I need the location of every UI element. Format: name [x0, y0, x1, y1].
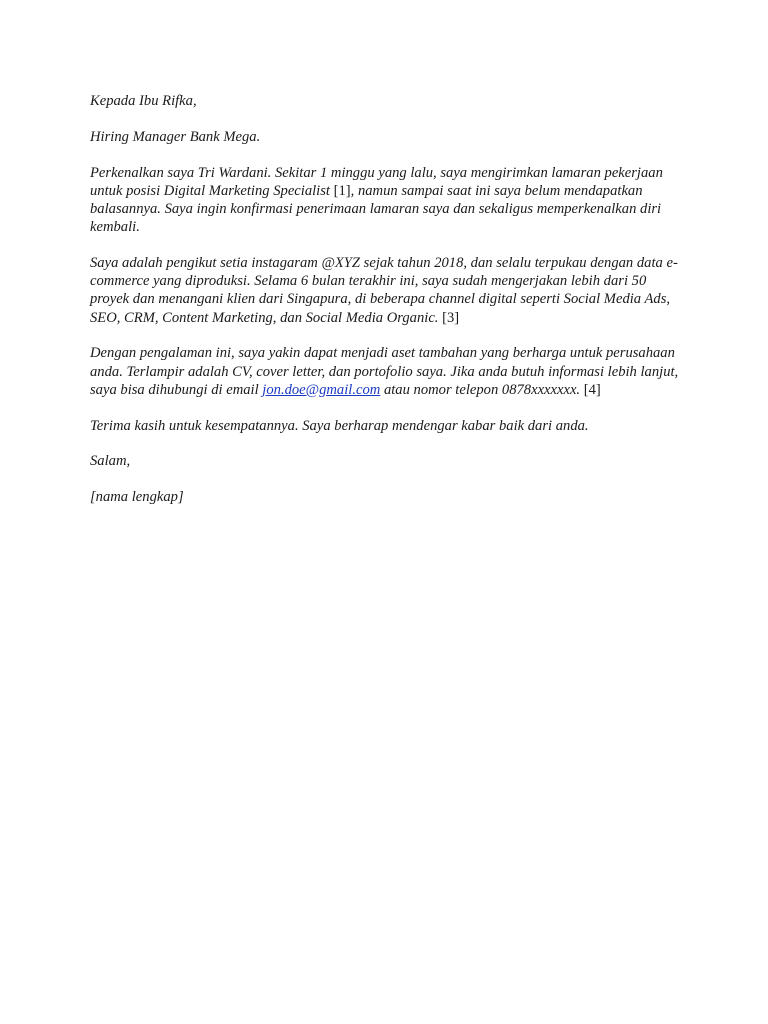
paragraph-introduction-text-b: , namun sampai saat ini saya belum mendapatkan balasannya. Saya ingin konfirmasi penerimaan lamaran saya dan sekaligus memperkenalkan diri kembali. — [90, 182, 662, 236]
recipient-line: Hiring Manager Bank Mega. — [90, 128, 261, 145]
email-link[interactable]: jon.doe@gmail.com — [262, 381, 381, 398]
reference-marker-1: [1] — [333, 182, 351, 199]
reference-marker-3: [3] — [442, 309, 460, 326]
paragraph-contact-text-b: atau nomor telepon 0878xxxxxxx. — [383, 381, 581, 398]
signoff: Salam, — [90, 453, 131, 470]
letter-body — [90, 92, 680, 524]
reference-marker-4: [4] — [583, 381, 601, 398]
paragraph-introduction-text-a: Perkenalkan saya Tri Wardani. Sekitar 1 minggu yang lalu, saya mengirimkan lamaran pekerjaan untuk posisi Digital Marketing Specialist — [90, 164, 663, 199]
closing-line: Terima kasih untuk kesempatannya. Saya berharap mendengar kabar baik dari anda. — [90, 417, 589, 434]
paragraph-contact-text-a: Dengan pengalaman ini, saya yakin dapat menjadi aset tambahan yang berharga untuk perusahaan anda. Terlampir adalah CV, cover letter, dan portofolio saya. Jika anda butuh informasi lebih lanjut, saya bisa dihubungi di email — [90, 345, 679, 398]
salutation: Kepada Ibu Rifka, — [90, 93, 197, 109]
paragraph-contact — [90, 344, 680, 399]
name-placeholder: [nama lengkap] — [90, 489, 184, 506]
paragraph-experience — [90, 254, 680, 327]
paragraph-introduction — [90, 164, 680, 237]
paragraph-experience-text: Saya adalah pengikut setia instagaram @XYZ sejak tahun 2018, dan selalu terpukau dengan data e-commerce yang diproduksi. Selama 6 bulan terakhir ini, saya sudah mengerjakan lebih dari 50 proyek dan menangani klien dari Singapura, di beberapa channel digital seperti Social Media Ads, SEO, CRM, Content Marketing, dan Social Media Organic. — [90, 255, 678, 326]
